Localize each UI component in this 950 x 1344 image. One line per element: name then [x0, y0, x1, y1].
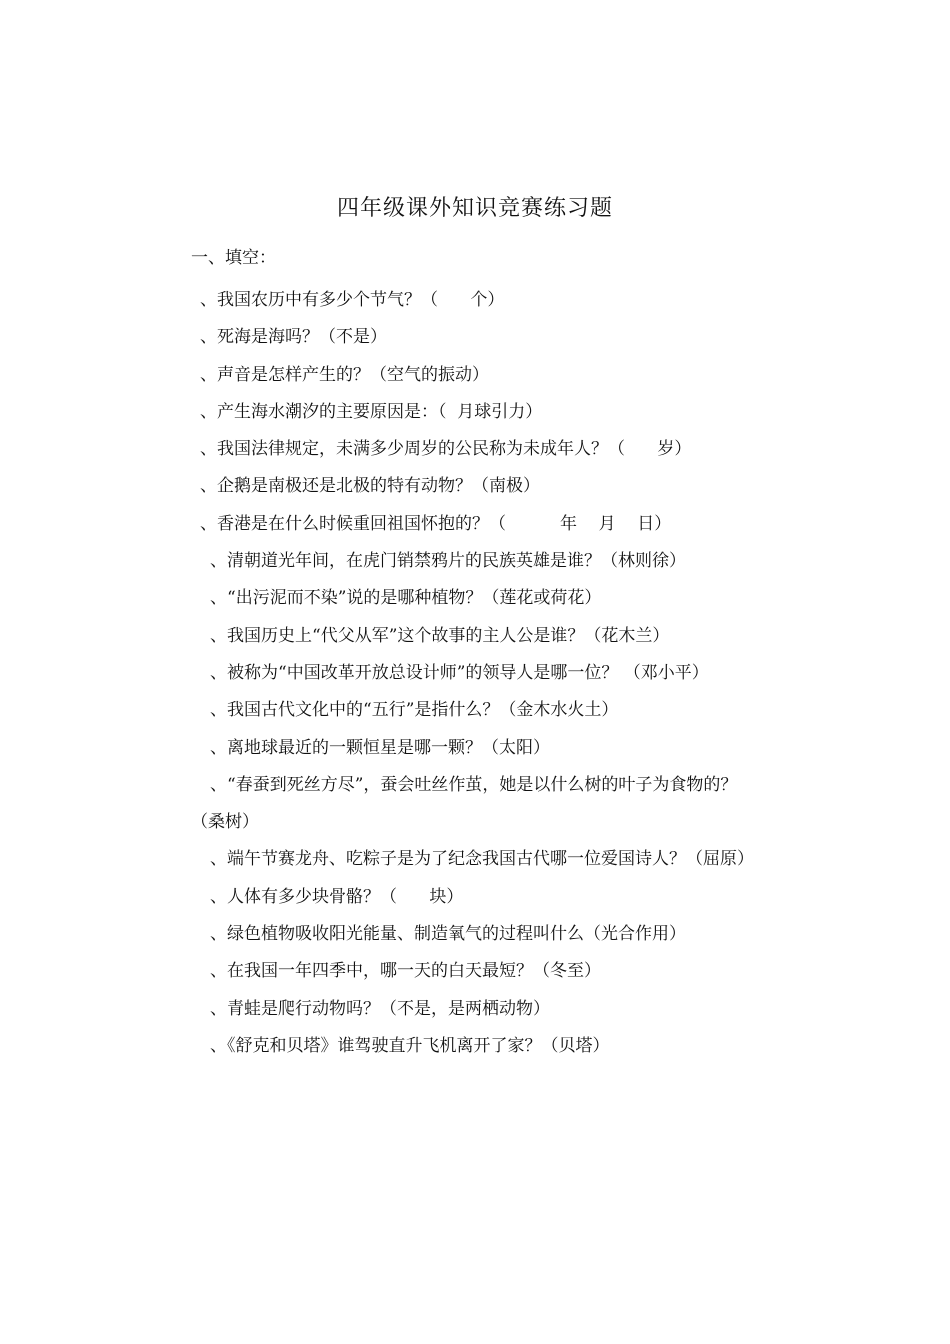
question-item: 、青蛙是爬行动物吗？（不是，是两栖动物）	[210, 998, 550, 1019]
question-item: 、“春蚕到死丝方尽”，蚕会吐丝作茧，她是以什么树的叶子为食物的？（桑树）	[191, 774, 738, 833]
question-item: 、香港是在什么时候重回祖国怀抱的？（ 年 月 日）	[200, 513, 672, 534]
question-item: 、死海是海吗？（不是）	[200, 327, 387, 348]
question-item: 、我国历史上“代父从军”这个故事的主人公是谁？（花木兰）	[210, 625, 670, 646]
question-item: 、在我国一年四季中，哪一天的白天最短？（冬至）	[210, 961, 601, 982]
question-item: 、企鹅是南极还是北极的特有动物？（南极）	[200, 476, 540, 497]
question-item: 、《舒克和贝塔》谁驾驶直升飞机离开了家？（贝塔）	[210, 1035, 610, 1056]
question-item: 、绿色植物吸收阳光能量、制造氧气的过程叫什么（光合作用）	[210, 924, 686, 945]
question-item: 、声音是怎样产生的？（空气的振动）	[200, 364, 489, 385]
question-item: 、人体有多少块骨骼？（ 块）	[210, 886, 464, 907]
question-item: 、“出污泥而不染”说的是哪种植物？（莲花或荷花）	[210, 588, 602, 609]
question-item: 、被称为“中国改革开放总设计师”的领导人是哪一位？ （邓小平）	[210, 662, 709, 683]
question-item: 、产生海水潮汐的主要原因是：（ 月球引力）	[200, 401, 543, 422]
question-item: 、我国农历中有多少个节气？（ 个）	[200, 290, 505, 310]
question-item: 、离地球最近的一颗恒星是哪一颗？（太阳）	[210, 737, 550, 758]
section-heading: 一、填空：	[191, 248, 276, 268]
question-list	[191, 282, 754, 1065]
page-title: 四年级课外知识竞赛练习题	[336, 196, 613, 221]
question-item: 、清朝道光年间，在虎门销禁鸦片的民族英雄是谁？（林则徐）	[210, 551, 686, 572]
question-item: 、我国古代文化中的“五行”是指什么？（金木水火土）	[210, 700, 619, 721]
question-item: 、端午节赛龙舟、吃粽子是为了纪念我国古代哪一位爱国诗人？（屈原）	[210, 849, 754, 870]
question-item: 、我国法律规定，未满多少周岁的公民称为未成年人？（ 岁）	[200, 439, 692, 460]
